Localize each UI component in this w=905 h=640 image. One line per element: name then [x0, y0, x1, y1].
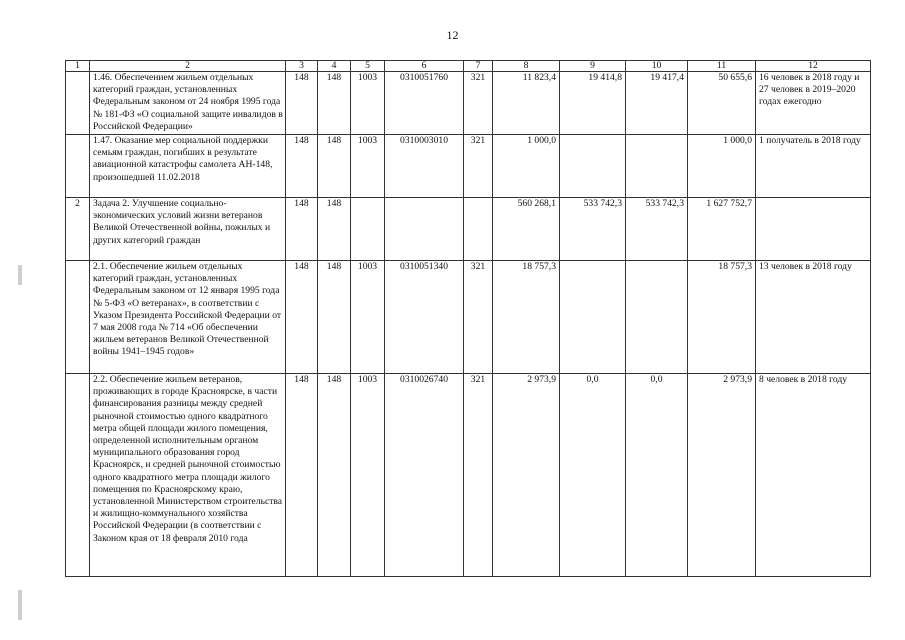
- table-header-row: [66, 61, 871, 72]
- cell-col11: 18 757,3: [688, 261, 756, 374]
- cell-col3: 148: [286, 261, 318, 374]
- scan-artifact: [18, 590, 22, 620]
- cell-col8: 11 823,4: [493, 72, 560, 135]
- scan-artifact: [18, 265, 22, 285]
- cell-col10: [626, 135, 688, 198]
- cell-col7: 321: [464, 135, 493, 198]
- cell-col4: 148: [318, 374, 351, 577]
- column-header: 1: [66, 61, 90, 72]
- cell-col9: [560, 261, 626, 374]
- cell-col6: 0310026740: [385, 374, 464, 577]
- cell-col6: 0310051340: [385, 261, 464, 374]
- table-row: [66, 261, 871, 374]
- cell-col8: 560 268,1: [493, 198, 560, 261]
- cell-col7: 321: [464, 374, 493, 577]
- cell-col4: 148: [318, 72, 351, 135]
- cell-col6: 0310003010: [385, 135, 464, 198]
- table-row: [66, 135, 871, 198]
- cell-col11: 2 973,9: [688, 374, 756, 577]
- cell-col3: 148: [286, 135, 318, 198]
- cell-col8: 18 757,3: [493, 261, 560, 374]
- cell-col4: 148: [318, 198, 351, 261]
- cell-col9: 0,0: [560, 374, 626, 577]
- column-header: 12: [756, 61, 871, 72]
- measure-description: 2.2. Обеспечение жильем ветеранов, проживающих в городе Красноярске, в части финансирования разницы между средней рыночной стоимостью одного квадратного метра общей площади жилого помещения, определенной исполнительным органом муниципального образования город Красноярск, и средней рыночной стоимостью одного квадратного метра площади жилого помещения по Красноярскому краю, установленной Министерством строительства и жилищно-коммунального хозяйства Российской Федерации (в соответствии с Законом края от 18 февраля 2010 года: [90, 374, 286, 577]
- cell-col10: 533 742,3: [626, 198, 688, 261]
- cell-col3: 148: [286, 198, 318, 261]
- cell-col10: 19 417,4: [626, 72, 688, 135]
- column-header: 9: [560, 61, 626, 72]
- row-number: [66, 261, 90, 374]
- cell-col11: 1 000,0: [688, 135, 756, 198]
- cell-col9: [560, 135, 626, 198]
- table-row: [66, 198, 871, 261]
- cell-col7: 321: [464, 72, 493, 135]
- cell-col12: 1 получатель в 2018 году: [756, 135, 871, 198]
- budget-table: [65, 60, 871, 577]
- table-row: [66, 374, 871, 577]
- cell-col5: 1003: [351, 72, 385, 135]
- cell-col6: [385, 198, 464, 261]
- column-header: 11: [688, 61, 756, 72]
- cell-col12: 8 человек в 2018 году: [756, 374, 871, 577]
- measure-description: 1.46. Обеспечением жильем отдельных категорий граждан, установленных Федеральным законом от 24 ноября 1995 года № 181-ФЗ «О социальной защите инвалидов в Российской Федерации»: [90, 72, 286, 135]
- cell-col5: 1003: [351, 261, 385, 374]
- measure-description: 2.1. Обеспечение жильем отдельных категорий граждан, установленных Федеральным законом от 12 января 1995 года № 5-ФЗ «О ветеранах», в соответствии с Указом Президента Российской Федерации от 7 мая 2008 года № 714 «Об обеспечении жильем ветеранов Великой Отечественной войны 1941–1945 годов»: [90, 261, 286, 374]
- row-number: [66, 374, 90, 577]
- cell-col6: 0310051760: [385, 72, 464, 135]
- column-header: 3: [286, 61, 318, 72]
- row-number: [66, 135, 90, 198]
- cell-col10: 0,0: [626, 374, 688, 577]
- cell-col7: [464, 198, 493, 261]
- cell-col3: 148: [286, 374, 318, 577]
- cell-col8: 1 000,0: [493, 135, 560, 198]
- column-header: 7: [464, 61, 493, 72]
- cell-col3: 148: [286, 72, 318, 135]
- column-header: 2: [90, 61, 286, 72]
- cell-col12: 13 человек в 2018 году: [756, 261, 871, 374]
- cell-col9: 533 742,3: [560, 198, 626, 261]
- column-header: 10: [626, 61, 688, 72]
- page-number: 12: [446, 28, 459, 42]
- column-header: 8: [493, 61, 560, 72]
- table-row: [66, 72, 871, 135]
- cell-col12: 16 человек в 2018 году и 27 человек в 2019–2020 годах ежегодно: [756, 72, 871, 135]
- cell-col5: 1003: [351, 374, 385, 577]
- cell-col5: 1003: [351, 135, 385, 198]
- column-header: 6: [385, 61, 464, 72]
- cell-col4: 148: [318, 261, 351, 374]
- row-number: [66, 72, 90, 135]
- cell-col9: 19 414,8: [560, 72, 626, 135]
- measure-description: Задача 2. Улучшение социально-экономических условий жизни ветеранов Великой Отечественной войны, пожилых и других категорий граждан: [90, 198, 286, 261]
- cell-col5: [351, 198, 385, 261]
- cell-col10: [626, 261, 688, 374]
- cell-col4: 148: [318, 135, 351, 198]
- cell-col7: 321: [464, 261, 493, 374]
- measure-description: 1.47. Оказание мер социальной поддержки семьям граждан, погибших в результате авиационной катастрофы самолета АН-148, произошедшей 11.02.2018: [90, 135, 286, 198]
- row-number: 2: [66, 198, 90, 261]
- column-header: 5: [351, 61, 385, 72]
- cell-col8: 2 973,9: [493, 374, 560, 577]
- cell-col11: 50 655,6: [688, 72, 756, 135]
- cell-col11: 1 627 752,7: [688, 198, 756, 261]
- column-header: 4: [318, 61, 351, 72]
- cell-col12: [756, 198, 871, 261]
